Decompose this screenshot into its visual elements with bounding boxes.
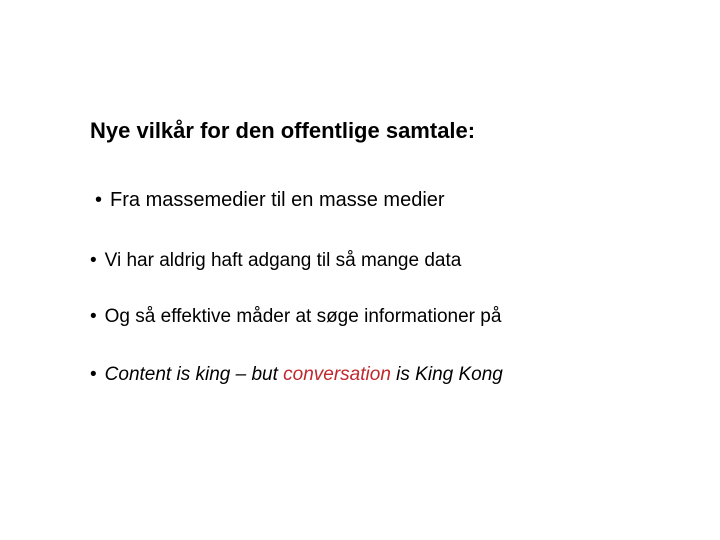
bullet-dot-icon: • [90, 250, 97, 271]
slide-title: Nye vilkår for den offentlige samtale: [90, 118, 476, 143]
bullet-item-3 [90, 306, 501, 328]
bullet-dot-icon: • [95, 189, 103, 211]
bullet-text-after: is King Kong [390, 364, 503, 385]
bullet-item-2 [90, 250, 461, 272]
bullet-item-4 [90, 364, 503, 386]
bullet-text [105, 364, 503, 386]
highlighted-word: conversation [283, 364, 391, 385]
bullet-dot-icon: • [90, 306, 97, 327]
bullet-text-before: Content is king – but [104, 364, 284, 385]
bullet-item-1 [95, 189, 445, 212]
bullet-dot-icon: • [90, 364, 97, 385]
bullet-text: Og så effektive måder at søge informationer på [104, 306, 502, 327]
bullet-text: Fra massemedier til en masse medier [110, 189, 445, 211]
bullet-text: Vi har aldrig haft adgang til så mange data [104, 250, 462, 271]
